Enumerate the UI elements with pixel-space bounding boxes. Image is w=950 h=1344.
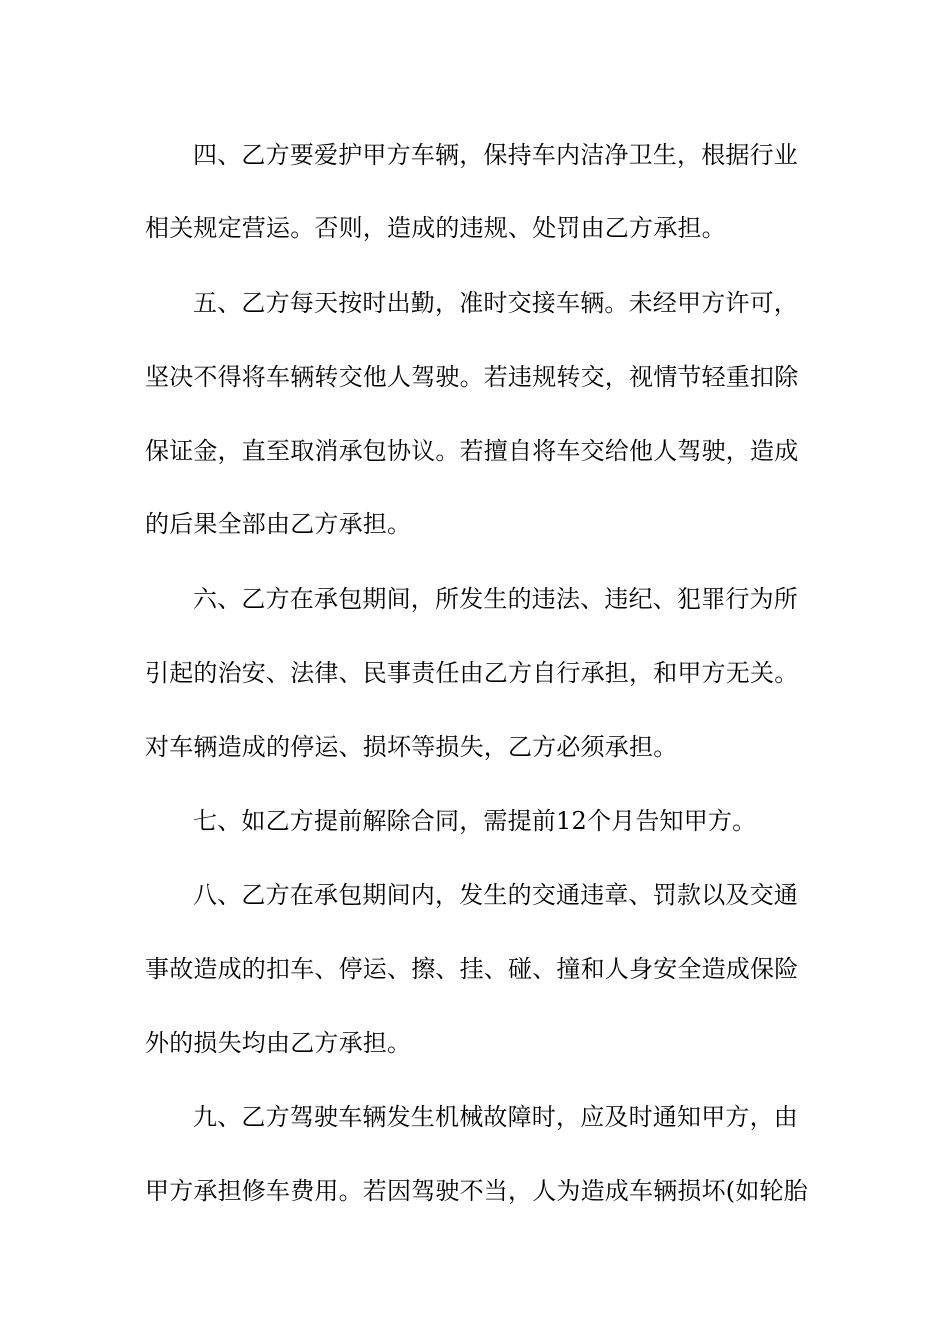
clause-5-line-4: 的后果全部由乙方承担。 — [145, 510, 412, 538]
clause-5-line-3: 保证金，直至取消承包协议。若擅自将车交给他人驾驶，造成 — [145, 437, 799, 465]
clause-9-line-2: 甲方承担修车费用。若因驾驶不当，人为造成车辆损坏(如轮胎 — [145, 1177, 808, 1205]
clause-4-line-1: 四、乙方要爱护甲方车辆，保持车内洁净卫生，根据行业 — [193, 141, 798, 169]
clause-8-line-3: 外的损失均由乙方承担。 — [145, 1029, 412, 1057]
clause-8-line-2: 事故造成的扣车、停运、擦、挂、碰、撞和人身安全造成保险 — [145, 955, 799, 983]
clause-6-line-3: 对车辆造成的停运、损坏等损失，乙方必须承担。 — [145, 733, 678, 761]
clause-5-line-1: 五、乙方每天按时出勤，准时交接车辆。未经甲方许可， — [193, 289, 798, 317]
clause-7-line-1: 七、如乙方提前解除合同，需提前12个月告知甲方。 — [193, 807, 757, 835]
clause-9-line-1: 九、乙方驾驶车辆发生机械故障时，应及时通知甲方，由 — [193, 1103, 798, 1131]
clause-4-line-2: 相关规定营运。否则，造成的违规、处罚由乙方承担。 — [145, 214, 726, 242]
clause-5-line-2: 坚决不得将车辆转交他人驾驶。若违规转交，视情节轻重扣除 — [145, 363, 799, 391]
clause-6-line-1: 六、乙方在承包期间，所发生的违法、违纪、犯罪行为所 — [193, 585, 798, 613]
clause-8-line-1: 八、乙方在承包期间内，发生的交通违章、罚款以及交通 — [193, 881, 798, 909]
clause-6-line-2: 引起的治安、法律、民事责任由乙方自行承担，和甲方无关。 — [145, 659, 799, 687]
